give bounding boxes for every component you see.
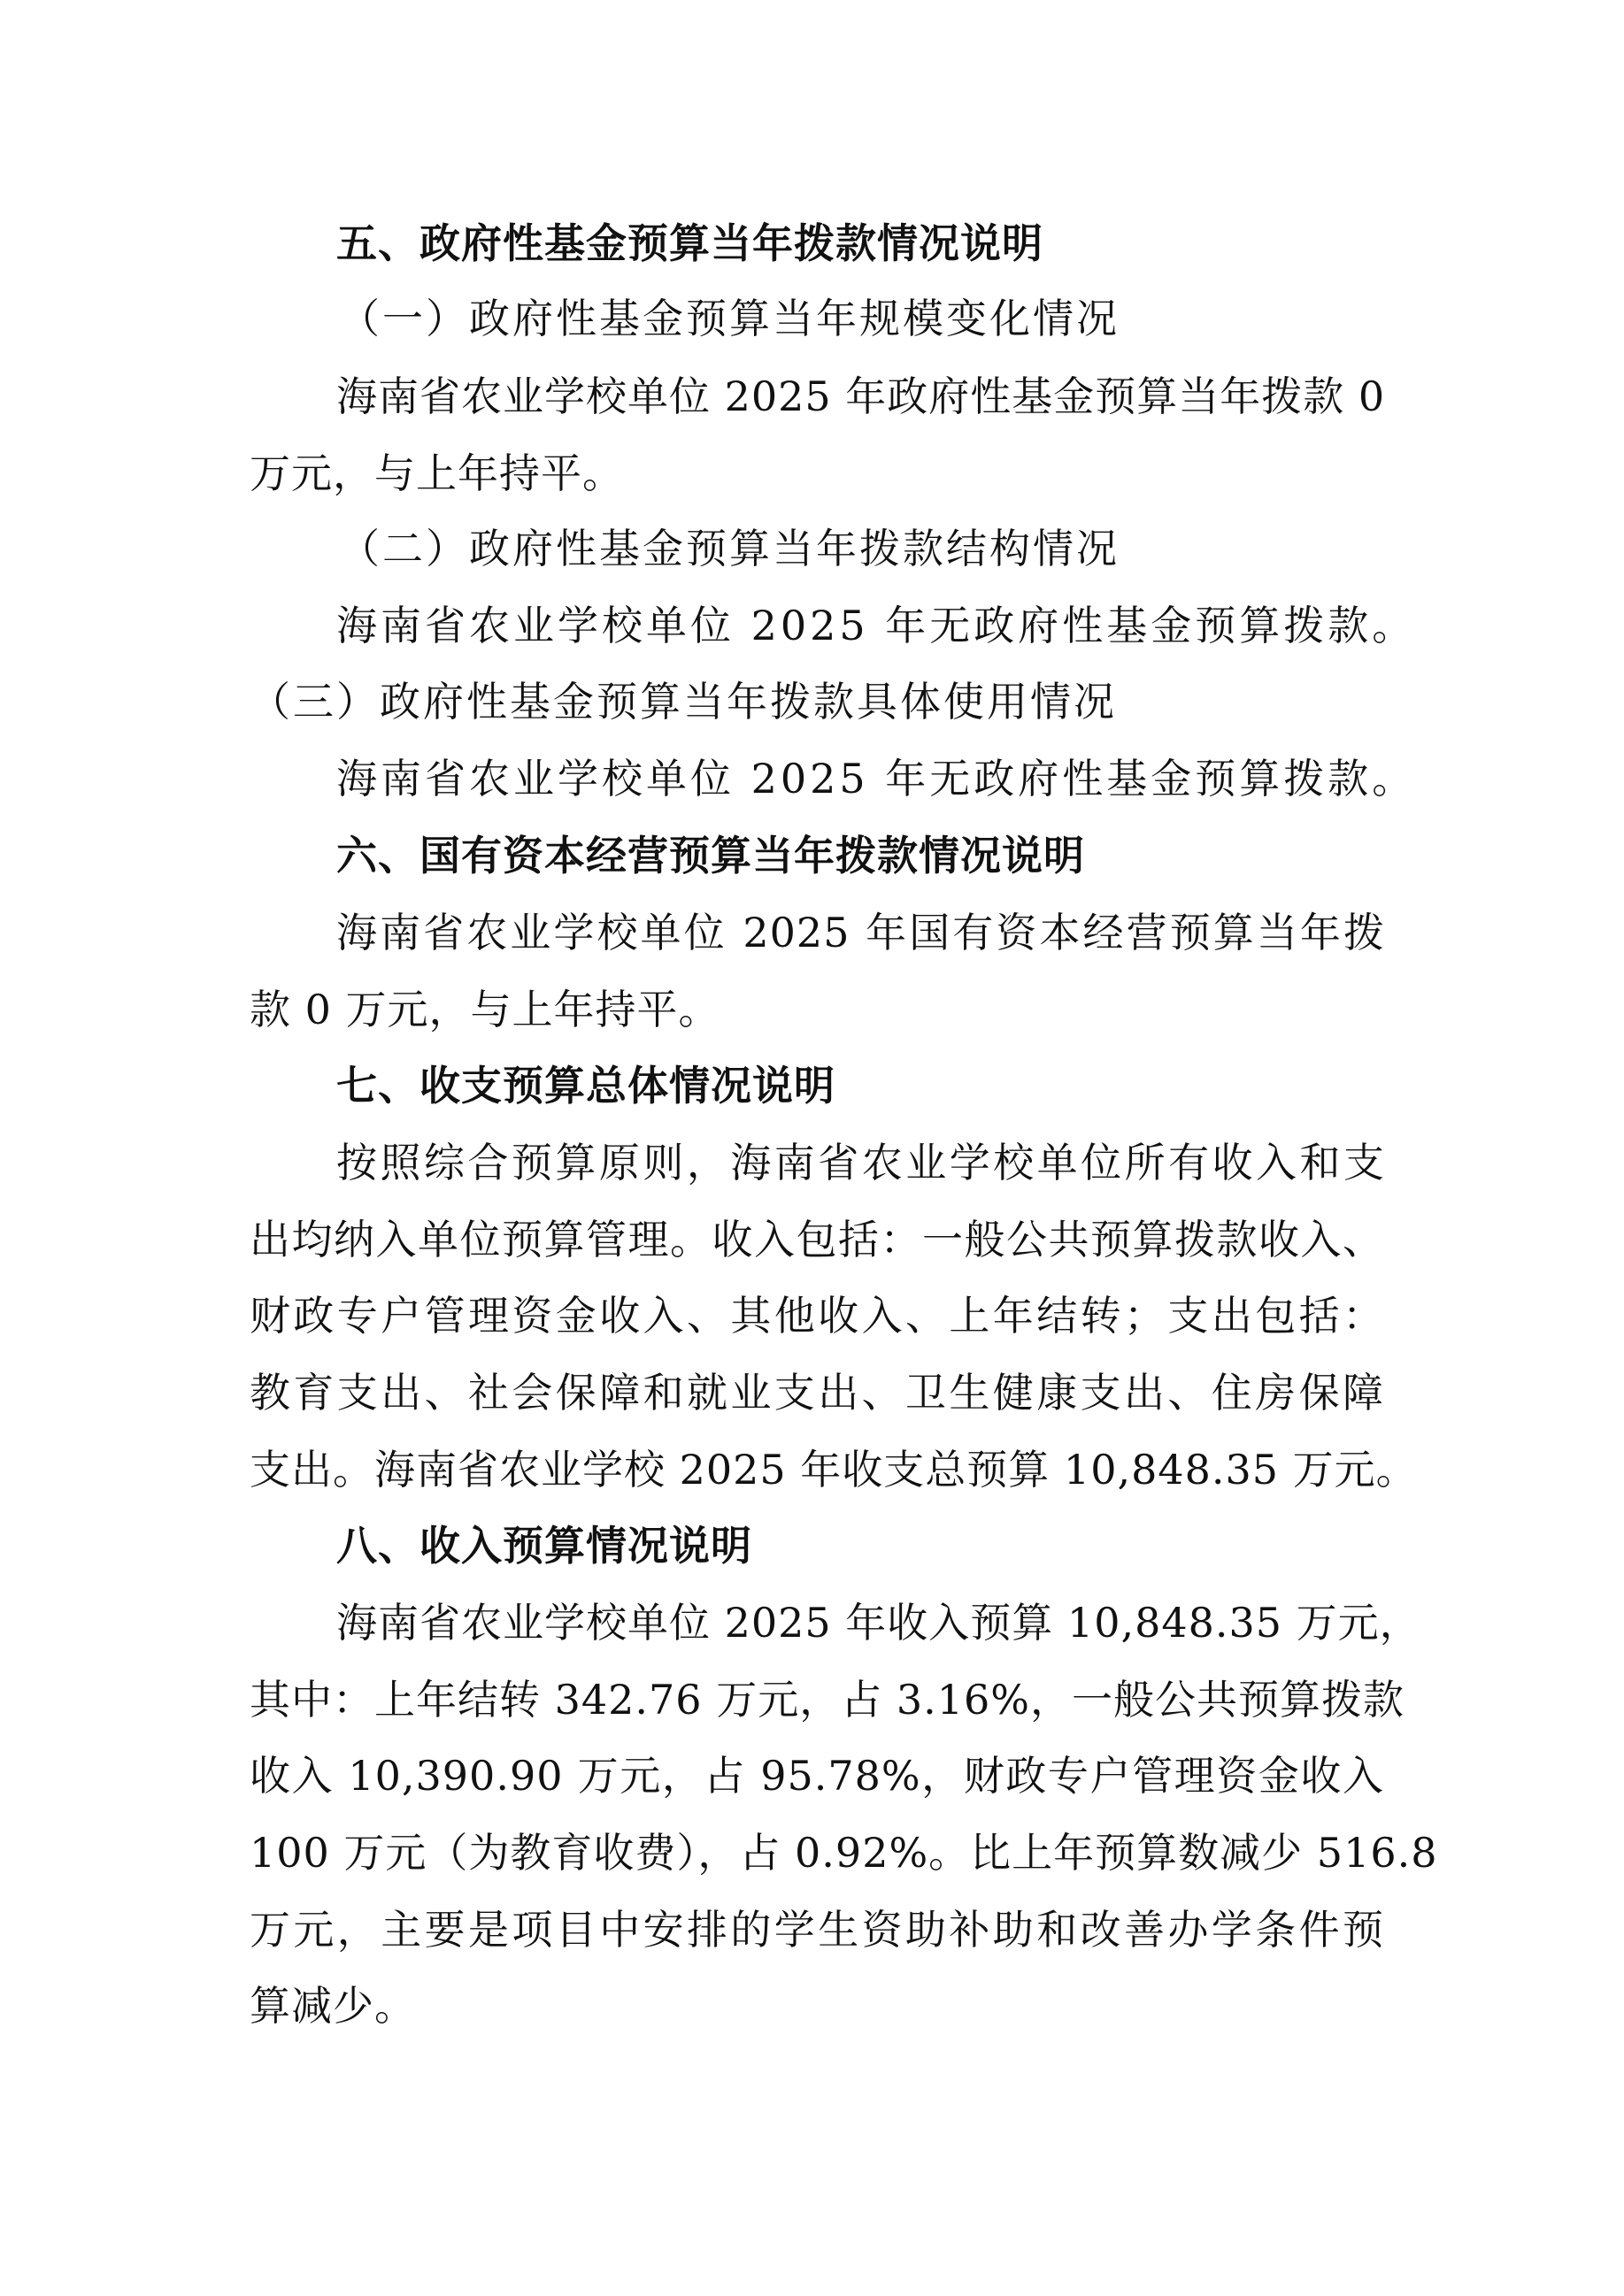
section-5-sub-1-heading: （一）政府性基金预算当年规模变化情况 xyxy=(339,295,1120,342)
section-8-line-6: 算减少。 xyxy=(250,1982,416,2030)
section-7-line-5: 支出。海南省农业学校 2025 年收支总预算 10,848.35 万元。 xyxy=(250,1446,1418,1494)
section-7-line-1: 按照综合预算原则，海南省农业学校单位所有收入和支 xyxy=(336,1139,1385,1186)
section-5-sub-1-line-1: 海南省农业学校单位 2025 年政府性基金预算当年拨款 0 xyxy=(336,372,1386,420)
section-5-heading: 五、政府性基金预算当年拨款情况说明 xyxy=(336,219,1043,267)
section-5-sub-3-heading: （三）政府性基金预算当年拨款具体使用情况 xyxy=(250,678,1117,726)
section-5-sub-3-line-1: 海南省农业学校单位 2025 年无政府性基金预算拨款。 xyxy=(336,755,1417,802)
section-7-heading: 七、收支预算总体情况说明 xyxy=(336,1062,835,1110)
section-6-line-1: 海南省农业学校单位 2025 年国有资本经营预算当年拨 xyxy=(336,909,1385,956)
section-7-line-2: 出均纳入单位预算管理。收入包括：一般公共预算拨款收入、 xyxy=(250,1216,1384,1263)
section-5-sub-2-heading: （二）政府性基金预算当年拨款结构情况 xyxy=(339,525,1120,572)
section-5-sub-2-line-1: 海南省农业学校单位 2025 年无政府性基金预算拨款。 xyxy=(336,602,1417,649)
section-8-heading: 八、收入预算情况说明 xyxy=(336,1522,752,1570)
section-8-line-2: 其中：上年结转 342.76 万元，占 3.16%，一般公共预算拨款 xyxy=(250,1676,1405,1724)
section-6-heading: 六、国有资本经营预算当年拨款情况说明 xyxy=(336,832,1085,879)
section-6-line-2: 款 0 万元，与上年持平。 xyxy=(250,986,720,1033)
section-5-sub-1-line-2: 万元，与上年持平。 xyxy=(250,449,624,497)
section-7-line-3: 财政专户管理资金收入、其他收入、上年结转；支出包括： xyxy=(250,1292,1384,1340)
section-8-line-3: 收入 10,390.90 万元，占 95.78%，财政专户管理资金收入 xyxy=(250,1752,1384,1800)
section-8-line-1: 海南省农业学校单位 2025 年收入预算 10,848.35 万元， xyxy=(336,1599,1421,1647)
section-7-line-4: 教育支出、社会保障和就业支出、卫生健康支出、住房保障 xyxy=(250,1369,1384,1417)
section-8-line-4: 100 万元（为教育收费），占 0.92%。比上年预算数减少 516.8 xyxy=(250,1829,1438,1877)
section-8-line-5: 万元，主要是项目中安排的学生资助补助和改善办学条件预 xyxy=(250,1906,1384,1954)
